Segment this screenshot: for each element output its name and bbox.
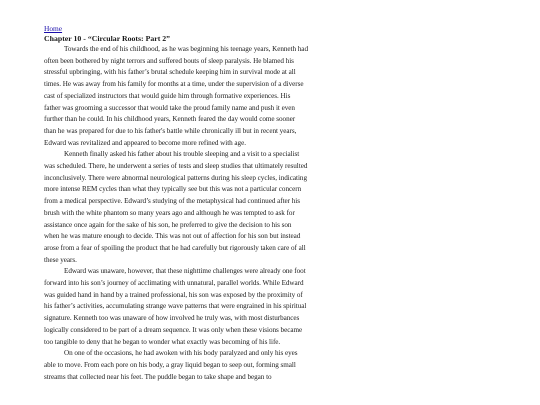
chapter-body	[44, 44, 308, 383]
paragraph: On one of the occasions, he had awoken with his body paralyzed and only his eyes able to move. From each pore on his body, a gray liquid began to seep out, forming small streams that collected near his feet. The puddle began to take shape and began to	[44, 349, 298, 381]
home-link[interactable]: Home	[44, 24, 63, 33]
paragraph: Kenneth finally asked his father about his trouble sleeping and a visit to a specialist was scheduled. There, he underwent a series of tests and sleep studies that ultimately resulted inconclusively. There were abnormal neurological patterns during his sleep cycles, indicating more intense REM cycles than what they typically see but this was not a particular concern from a medical perspective. Edward’s studying of the metaphysical had continued after his brush with the white phantom so many years ago and although he was tempted to ask for assistance once again for the sake of his son, he preferred to give the decision to his son when he was mature enough to decide. This was not out of affection for his son but instead arose from a fear of spoiling the product that he had carefully but rigorously taken care of all these years.	[44, 150, 308, 264]
chapter-title: Chapter 10 - “Circular Roots: Part 2”	[44, 34, 171, 43]
paragraph: Towards the end of his childhood, as he was beginning his teenage years, Kenneth had often been bothered by night terrors and suffered bouts of sleep paralysis. He blamed his stressful upbringing, with his father’s brutal schedule keeping him in survival mode at all times. He was away from his family for months at a time, under the supervision of a diverse cast of specialized instructors that would guide him through formative experiences. His father was grooming a successor that would take the proud family name and push it even further than he could. In his childhood years, Kenneth feared the day would come sooner than he was prepared for due to his father's battle while chronically ill but in recent years, Edward was revitalized and appeared to become more refined with age.	[44, 45, 308, 147]
document-page	[44, 24, 308, 383]
paragraph: Edward was unaware, however, that these nighttime challenges were already one foot forward into his son’s journey of acclimating with unnatural, parallel worlds. While Edward was guided hand in hand by a trained professional, his son was exposed by the proximity of his father’s activities, accumulating strange wave patterns that were engrained in his spiritual signature. Kenneth too was unaware of how involved he truly was, with most disturbances logically considered to be part of a dream sequence. It was only when these visions became too tangible to deny that he began to wonder what exactly was becoming of his life.	[44, 267, 307, 346]
